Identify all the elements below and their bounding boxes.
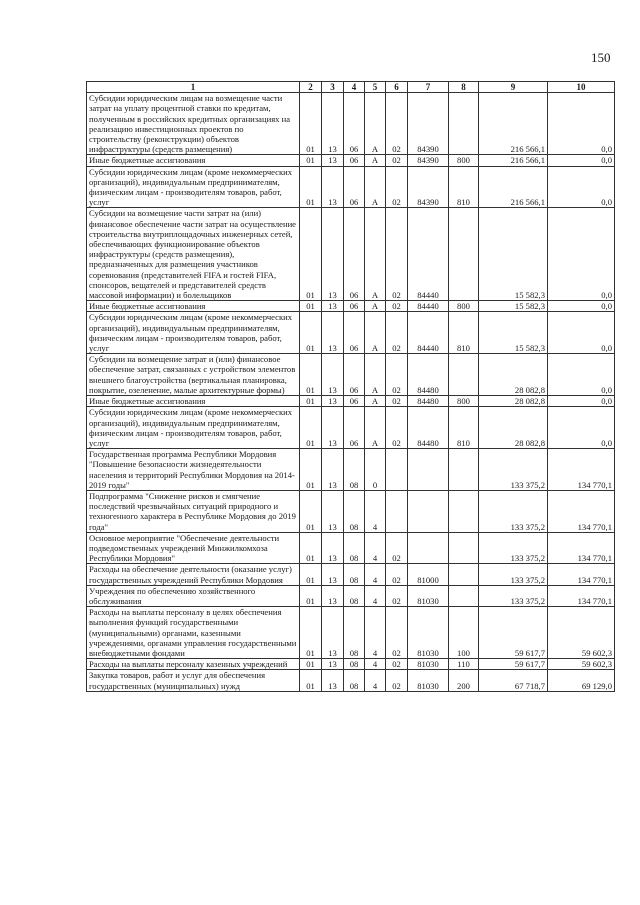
row-code-7: 84390 bbox=[408, 93, 449, 155]
row-amount-10: 69 129,0 bbox=[548, 670, 615, 691]
row-code-5: А bbox=[365, 407, 386, 449]
row-code-3: 13 bbox=[322, 607, 344, 659]
row-code-8: 100 bbox=[449, 607, 479, 659]
row-code-4: 06 bbox=[344, 396, 365, 407]
table-row bbox=[87, 490, 615, 532]
row-code-5: 4 bbox=[365, 490, 386, 532]
row-code-7: 81000 bbox=[408, 564, 449, 585]
table-row bbox=[87, 354, 615, 396]
row-name: Субсидии юридическим лицам (кроме некоммерческих организаций), индивидуальным предпринимателям, физическим лицам - производителям товаров, работ, услуг bbox=[87, 166, 300, 208]
row-code-2: 01 bbox=[300, 407, 322, 449]
row-code-7: 81030 bbox=[408, 670, 449, 691]
row-code-7: 84390 bbox=[408, 155, 449, 166]
row-code-4: 08 bbox=[344, 607, 365, 659]
row-code-6: 02 bbox=[386, 166, 408, 208]
row-code-7 bbox=[408, 490, 449, 532]
row-amount-10: 0,0 bbox=[548, 301, 615, 312]
table-row bbox=[87, 301, 615, 312]
row-code-5: А bbox=[365, 166, 386, 208]
page-number: 150 bbox=[591, 50, 611, 65]
table-row bbox=[87, 407, 615, 449]
row-code-6: 02 bbox=[386, 93, 408, 155]
row-code-2: 01 bbox=[300, 396, 322, 407]
row-code-2: 01 bbox=[300, 585, 322, 606]
row-code-6: 02 bbox=[386, 155, 408, 166]
row-code-8 bbox=[449, 449, 479, 491]
row-amount-9: 59 617,7 bbox=[479, 659, 548, 670]
row-amount-10: 0,0 bbox=[548, 407, 615, 449]
row-amount-9: 67 718,7 bbox=[479, 670, 548, 691]
row-code-4: 06 bbox=[344, 312, 365, 354]
row-code-7: 81030 bbox=[408, 585, 449, 606]
row-code-4: 06 bbox=[344, 208, 365, 301]
row-code-6: 02 bbox=[386, 532, 408, 564]
row-name: Государственная программа Республики Мордовия "Повышение безопасности жизнедеятельности населения и территорий Республики Мордовия на 2014-2019 годы" bbox=[87, 449, 300, 491]
row-code-6: 02 bbox=[386, 607, 408, 659]
row-code-3: 13 bbox=[322, 155, 344, 166]
row-code-8 bbox=[449, 532, 479, 564]
row-code-2: 01 bbox=[300, 564, 322, 585]
table-header bbox=[87, 82, 615, 93]
row-code-2: 01 bbox=[300, 93, 322, 155]
table-body bbox=[87, 93, 615, 692]
row-code-4: 06 bbox=[344, 301, 365, 312]
row-code-4: 06 bbox=[344, 93, 365, 155]
row-code-7: 81030 bbox=[408, 607, 449, 659]
row-code-6: 02 bbox=[386, 301, 408, 312]
row-amount-10: 0,0 bbox=[548, 155, 615, 166]
table-row bbox=[87, 585, 615, 606]
row-amount-9: 133 375,2 bbox=[479, 532, 548, 564]
row-code-4: 08 bbox=[344, 490, 365, 532]
row-code-2: 01 bbox=[300, 354, 322, 396]
row-amount-9: 15 582,3 bbox=[479, 312, 548, 354]
row-code-2: 01 bbox=[300, 301, 322, 312]
row-code-5: А bbox=[365, 312, 386, 354]
table-row bbox=[87, 670, 615, 691]
row-code-7: 81030 bbox=[408, 659, 449, 670]
row-code-3: 13 bbox=[322, 354, 344, 396]
row-code-4: 06 bbox=[344, 354, 365, 396]
row-amount-9: 133 375,2 bbox=[479, 490, 548, 532]
row-code-8: 800 bbox=[449, 155, 479, 166]
row-amount-10: 0,0 bbox=[548, 93, 615, 155]
row-code-8 bbox=[449, 354, 479, 396]
row-amount-10: 134 770,1 bbox=[548, 585, 615, 606]
header-cell: 3 bbox=[322, 82, 344, 93]
row-code-3: 13 bbox=[322, 301, 344, 312]
row-name: Иные бюджетные ассигнования bbox=[87, 155, 300, 166]
row-name: Основное мероприятие "Обеспечение деятельности подведомственных учреждений Минжилкомхоза Республики Мордовия" bbox=[87, 532, 300, 564]
row-code-4: 08 bbox=[344, 449, 365, 491]
row-code-5: А bbox=[365, 93, 386, 155]
row-code-5: 4 bbox=[365, 532, 386, 564]
row-code-4: 06 bbox=[344, 166, 365, 208]
row-code-4: 08 bbox=[344, 564, 365, 585]
row-code-8 bbox=[449, 585, 479, 606]
row-code-3: 13 bbox=[322, 670, 344, 691]
table-row bbox=[87, 155, 615, 166]
row-name: Субсидии юридическим лицам (кроме некоммерческих организаций), индивидуальным предпринимателям, физическим лицам - производителям товаров, работ, услуг bbox=[87, 312, 300, 354]
row-amount-9: 133 375,2 bbox=[479, 564, 548, 585]
row-amount-10: 59 602,3 bbox=[548, 659, 615, 670]
row-code-3: 13 bbox=[322, 93, 344, 155]
table-row bbox=[87, 564, 615, 585]
table-row bbox=[87, 532, 615, 564]
row-code-6: 02 bbox=[386, 659, 408, 670]
row-code-7: 84440 bbox=[408, 312, 449, 354]
row-code-7: 84390 bbox=[408, 166, 449, 208]
row-code-5: А bbox=[365, 208, 386, 301]
row-amount-9: 216 566,1 bbox=[479, 166, 548, 208]
row-code-5: 0 bbox=[365, 449, 386, 491]
row-code-2: 01 bbox=[300, 208, 322, 301]
row-code-2: 01 bbox=[300, 490, 322, 532]
row-code-5: А bbox=[365, 301, 386, 312]
table-row bbox=[87, 312, 615, 354]
row-name: Расходы на обеспечение деятельности (оказание услуг) государственных учреждений Республики Мордовия bbox=[87, 564, 300, 585]
row-amount-9: 59 617,7 bbox=[479, 607, 548, 659]
row-code-6: 02 bbox=[386, 208, 408, 301]
row-code-2: 01 bbox=[300, 670, 322, 691]
row-code-4: 06 bbox=[344, 407, 365, 449]
row-name: Расходы на выплаты персоналу казенных учреждений bbox=[87, 659, 300, 670]
row-name: Иные бюджетные ассигнования bbox=[87, 301, 300, 312]
row-code-3: 13 bbox=[322, 490, 344, 532]
row-code-7: 84440 bbox=[408, 208, 449, 301]
header-cell: 2 bbox=[300, 82, 322, 93]
row-code-5: 4 bbox=[365, 585, 386, 606]
row-code-2: 01 bbox=[300, 532, 322, 564]
table-row bbox=[87, 208, 615, 301]
row-amount-10: 0,0 bbox=[548, 354, 615, 396]
row-code-2: 01 bbox=[300, 312, 322, 354]
row-code-4: 08 bbox=[344, 670, 365, 691]
table-row bbox=[87, 396, 615, 407]
row-amount-9: 28 082,8 bbox=[479, 407, 548, 449]
row-code-8: 810 bbox=[449, 312, 479, 354]
row-amount-9: 15 582,3 bbox=[479, 301, 548, 312]
budget-table bbox=[86, 81, 615, 692]
row-amount-10: 134 770,1 bbox=[548, 564, 615, 585]
row-amount-10: 0,0 bbox=[548, 312, 615, 354]
table-row bbox=[87, 166, 615, 208]
row-code-3: 13 bbox=[322, 166, 344, 208]
table-row bbox=[87, 607, 615, 659]
row-code-4: 08 bbox=[344, 585, 365, 606]
row-code-7 bbox=[408, 532, 449, 564]
row-name: Закупка товаров, работ и услуг для обеспечения государственных (муниципальных) нужд bbox=[87, 670, 300, 691]
row-code-8: 810 bbox=[449, 166, 479, 208]
table-row bbox=[87, 659, 615, 670]
row-amount-10: 0,0 bbox=[548, 396, 615, 407]
row-code-8 bbox=[449, 93, 479, 155]
row-code-6: 02 bbox=[386, 354, 408, 396]
row-code-5: А bbox=[365, 396, 386, 407]
header-cell: 8 bbox=[449, 82, 479, 93]
row-name: Учреждения по обеспечению хозяйственного обслуживания bbox=[87, 585, 300, 606]
row-code-3: 13 bbox=[322, 312, 344, 354]
row-code-4: 08 bbox=[344, 532, 365, 564]
row-code-8 bbox=[449, 564, 479, 585]
header-row bbox=[87, 82, 615, 93]
row-code-8: 810 bbox=[449, 407, 479, 449]
header-cell: 9 bbox=[479, 82, 548, 93]
row-code-5: 4 bbox=[365, 670, 386, 691]
row-code-7 bbox=[408, 449, 449, 491]
row-code-2: 01 bbox=[300, 449, 322, 491]
row-code-5: А bbox=[365, 354, 386, 396]
row-amount-9: 28 082,8 bbox=[479, 396, 548, 407]
row-name: Субсидии на возмещение части затрат на (или) финансовое обеспечение части затрат на осуществление строительства внутриплощадочных инженерных сетей, обеспечивающих функционирование объектов инфраструктуры (средств размещения), предназначенных для размещения участников соревнования (представителей FIFA и гостей FIFA, спонсоров, вещателей и представителей средств массовой информации) и болельщиков bbox=[87, 208, 300, 301]
row-code-8 bbox=[449, 490, 479, 532]
row-name: Расходы на выплаты персоналу в целях обеспечения выполнения функций государственными (муниципальными) органами, казенными учреждениями, органами управления государственными внебюджетными фондами bbox=[87, 607, 300, 659]
row-code-8 bbox=[449, 208, 479, 301]
row-code-4: 08 bbox=[344, 659, 365, 670]
row-name: Иные бюджетные ассигнования bbox=[87, 396, 300, 407]
row-amount-10: 134 770,1 bbox=[548, 449, 615, 491]
row-code-8: 800 bbox=[449, 301, 479, 312]
row-code-3: 13 bbox=[322, 532, 344, 564]
row-code-3: 13 bbox=[322, 659, 344, 670]
row-code-6: 02 bbox=[386, 585, 408, 606]
row-code-7: 84480 bbox=[408, 407, 449, 449]
row-code-2: 01 bbox=[300, 155, 322, 166]
row-name: Субсидии юридическим лицам на возмещение части затрат на уплату процентной ставки по кредитам, полученным в российских кредитных организациях на реализацию инвестиционных проектов по строительству (реконструкции) объектов инфраструктуры (средств размещения) bbox=[87, 93, 300, 155]
row-amount-9: 133 375,2 bbox=[479, 585, 548, 606]
row-code-6: 02 bbox=[386, 407, 408, 449]
header-cell: 10 bbox=[548, 82, 615, 93]
row-code-5: А bbox=[365, 155, 386, 166]
row-code-2: 01 bbox=[300, 607, 322, 659]
row-code-7: 84440 bbox=[408, 301, 449, 312]
row-name: Субсидии на возмещение затрат и (или) финансовое обеспечение затрат, связанных с устройством элементов внешнего благоустройства (вертикальная планировка, покрытие, озеленение, малые архитектурные формы) bbox=[87, 354, 300, 396]
table-row bbox=[87, 93, 615, 155]
row-code-2: 01 bbox=[300, 659, 322, 670]
row-name: Субсидии юридическим лицам (кроме некоммерческих организаций), индивидуальным предпринимателям, физическим лицам - производителям товаров, работ, услуг bbox=[87, 407, 300, 449]
row-amount-9: 216 566,1 bbox=[479, 93, 548, 155]
row-code-6: 02 bbox=[386, 396, 408, 407]
row-amount-10: 134 770,1 bbox=[548, 490, 615, 532]
row-code-3: 13 bbox=[322, 449, 344, 491]
row-code-3: 13 bbox=[322, 585, 344, 606]
row-code-6: 02 bbox=[386, 564, 408, 585]
row-code-6 bbox=[386, 449, 408, 491]
row-code-5: 4 bbox=[365, 607, 386, 659]
row-amount-9: 133 375,2 bbox=[479, 449, 548, 491]
header-cell: 1 bbox=[87, 82, 300, 93]
row-code-8: 800 bbox=[449, 396, 479, 407]
row-code-6: 02 bbox=[386, 670, 408, 691]
row-code-5: 4 bbox=[365, 659, 386, 670]
row-code-3: 13 bbox=[322, 208, 344, 301]
row-code-8: 200 bbox=[449, 670, 479, 691]
row-code-6: 02 bbox=[386, 312, 408, 354]
row-amount-10: 59 602,3 bbox=[548, 607, 615, 659]
row-amount-10: 134 770,1 bbox=[548, 532, 615, 564]
row-code-6 bbox=[386, 490, 408, 532]
row-code-7: 84480 bbox=[408, 354, 449, 396]
header-cell: 4 bbox=[344, 82, 365, 93]
row-code-2: 01 bbox=[300, 166, 322, 208]
header-cell: 7 bbox=[408, 82, 449, 93]
row-amount-9: 28 082,8 bbox=[479, 354, 548, 396]
row-amount-9: 15 582,3 bbox=[479, 208, 548, 301]
table-row bbox=[87, 449, 615, 491]
row-amount-10: 0,0 bbox=[548, 208, 615, 301]
row-name: Подпрограмма "Снижение рисков и смягчение последствий чрезвычайных ситуаций природного и техногенного характера в Республике Мордовия до 2019 года" bbox=[87, 490, 300, 532]
row-code-8: 110 bbox=[449, 659, 479, 670]
header-cell: 5 bbox=[365, 82, 386, 93]
row-code-3: 13 bbox=[322, 407, 344, 449]
row-code-4: 06 bbox=[344, 155, 365, 166]
row-amount-10: 0,0 bbox=[548, 166, 615, 208]
row-code-3: 13 bbox=[322, 396, 344, 407]
row-code-3: 13 bbox=[322, 564, 344, 585]
header-cell: 6 bbox=[386, 82, 408, 93]
row-amount-9: 216 566,1 bbox=[479, 155, 548, 166]
row-code-5: 4 bbox=[365, 564, 386, 585]
row-code-7: 84480 bbox=[408, 396, 449, 407]
